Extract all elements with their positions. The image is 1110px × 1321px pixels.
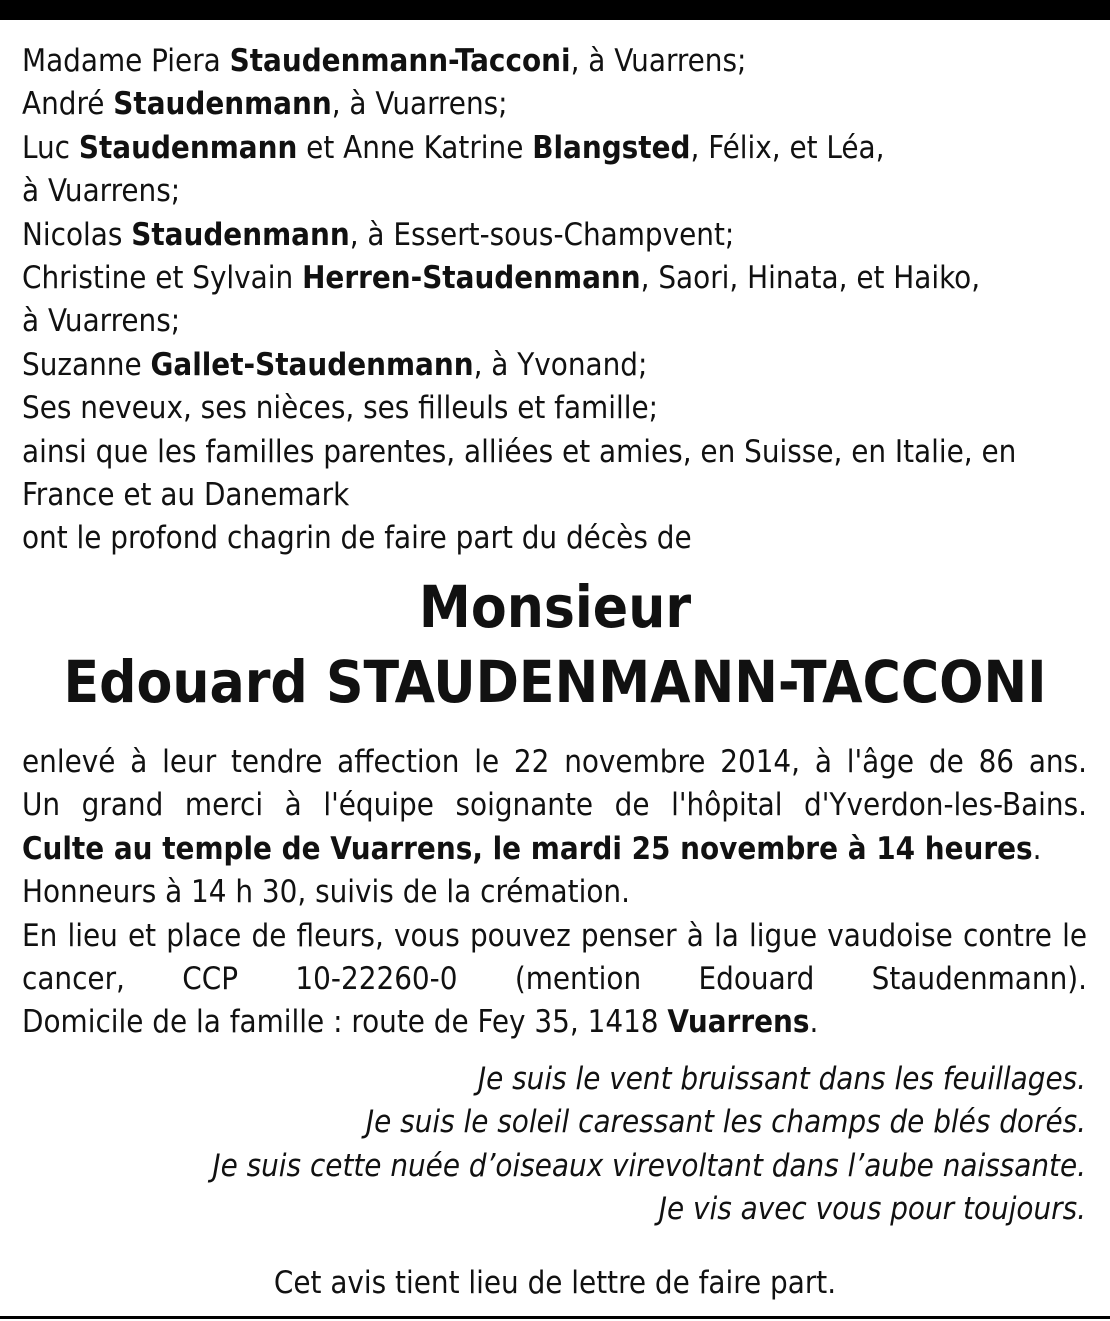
poem — [26, 1058, 1086, 1232]
detail-line: Un grand merci à l'équipe soignante de l'hôpital d'Yverdon-les-Bains. — [22, 787, 1087, 824]
service-info: Culte au temple de Vuarrens, le mardi 25 novembre à 14 heures. — [22, 830, 1042, 867]
deceased-name-block — [0, 572, 1110, 722]
deceased-name: Edouard STAUDENMANN-TACCONI — [63, 648, 1047, 716]
poem-line: Je suis le vent bruissant dans les feuillages. — [477, 1061, 1086, 1097]
donation-info: En lieu et place de fleurs, vous pouvez penser à la ligue vaudoise contre le cancer, CCP 10-22260-0 (mention Edouard Staudenmann). — [22, 917, 1087, 998]
poem-line: Je vis avec vous pour toujours. — [658, 1191, 1086, 1228]
top-rule — [0, 0, 1110, 20]
family-line: à Vuarrens; — [22, 173, 181, 210]
poem-line: Je suis le soleil caressant les champs de blés dorés. — [365, 1104, 1086, 1141]
family-line: à Vuarrens; — [22, 303, 181, 340]
family-line: Ses neveux, ses nièces, ses filleuls et famille; — [22, 390, 659, 427]
detail-line: Honneurs à 14 h 30, suivis de la crémation. — [22, 874, 630, 911]
poem-line: Je suis cette nuée d’oiseaux virevoltant dans l’aube naissante. — [212, 1147, 1086, 1184]
deceased-title: Monsieur — [418, 573, 692, 641]
family-line: ainsi que les familles parentes, alliées et amies, en Suisse, en Italie, en France et au Danemark — [22, 433, 1017, 514]
bottom-rule — [0, 1316, 1110, 1319]
family-line: André Staudenmann, à Vuarrens; — [22, 86, 508, 123]
domicile-info: Domicile de la famille : route de Fey 35, 1418 Vuarrens. — [22, 1004, 819, 1041]
detail-line: enlevé à leur tendre affection le 22 novembre 2014, à l'âge de 86 ans. — [22, 744, 1087, 780]
family-line: Christine et Sylvain Herren-Staudenmann, Saori, Hinata, et Haiko, — [22, 260, 981, 297]
family-line: Suzanne Gallet-Staudenmann, à Yvonand; — [22, 346, 648, 383]
family-list — [22, 40, 1092, 561]
announcement-details — [22, 741, 1087, 1045]
family-line: Madame Piera Staudenmann-Tacconi, à Vuarrens; — [22, 43, 747, 79]
family-line: Luc Staudenmann et Anne Katrine Blangsted, Félix, et Léa, — [22, 129, 885, 166]
closing-note: Cet avis tient lieu de lettre de faire part. — [273, 1265, 837, 1301]
family-line: Nicolas Staudenmann, à Essert-sous-Champvent; — [22, 216, 735, 253]
family-line: ont le profond chagrin de faire part du décès de — [22, 520, 692, 557]
